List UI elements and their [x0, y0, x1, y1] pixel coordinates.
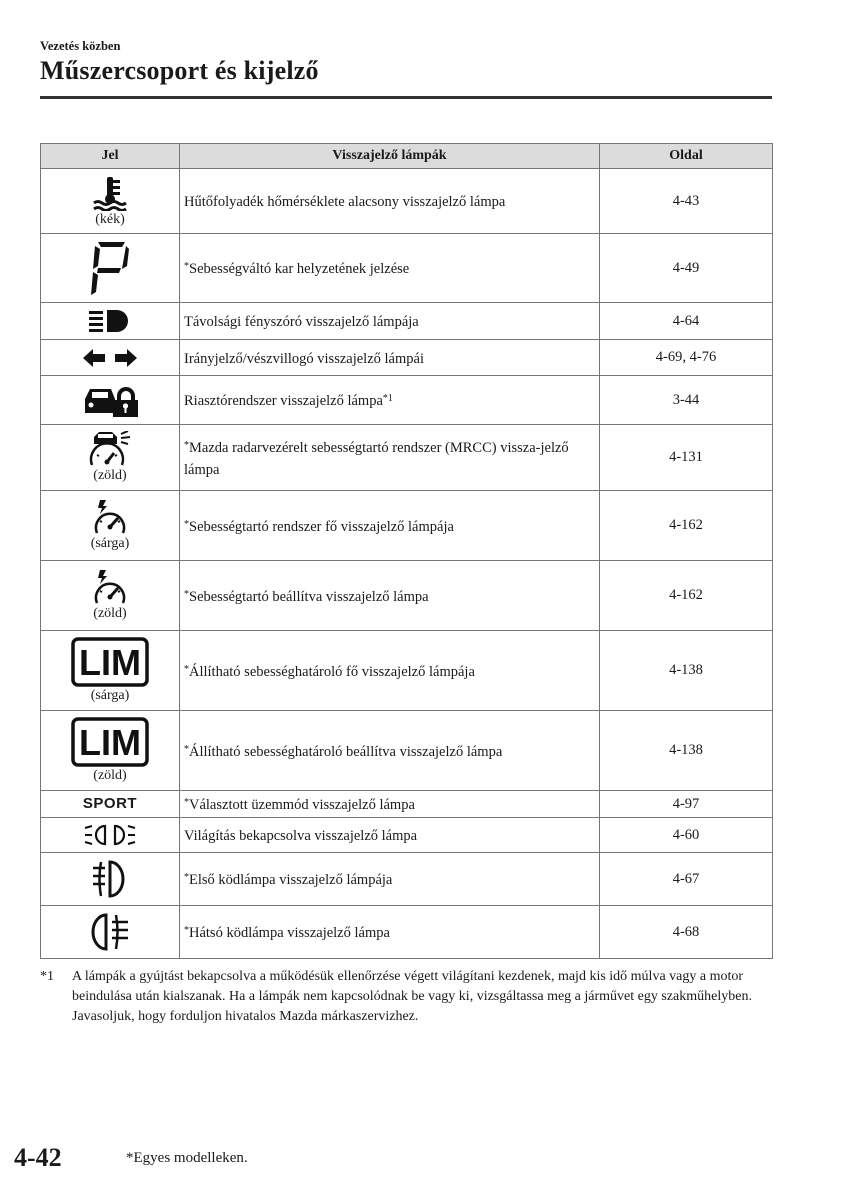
table-row: LIM (sárga) *Állítható sebességhatároló fő visszajelző lámpája 4-138: [41, 631, 773, 711]
page-reference: 4-97: [600, 791, 773, 818]
sport-text-icon: SPORT: [82, 795, 138, 812]
lamp-description: Hűtőfolyadék hőmérséklete alacsony visszajelző lámpa: [184, 194, 506, 210]
table-row: [41, 303, 773, 340]
column-header-page: Oldal: [600, 144, 773, 169]
table-row: Riasztórendszer visszajelző lámpa$^{*1}$ 3-44: [41, 376, 773, 425]
lamp-color-label: (zöld): [93, 768, 127, 783]
table-row: (zöld) *Sebességtartó beállítva visszajelző lámpa 4-162: [41, 561, 773, 631]
lim-icon: [71, 637, 149, 687]
security-alarm-icon: [81, 381, 139, 419]
front-fog-icon: [90, 859, 130, 899]
page-reference: 4-60: [600, 818, 773, 853]
section-label: Vezetés közben: [40, 39, 121, 53]
table-row: *Első ködlámpa visszajelző lámpája 4-67: [41, 853, 773, 906]
footnote-mark: *1: [40, 969, 54, 984]
page-reference: 4-162: [600, 561, 773, 631]
column-header-symbol: Jel: [41, 144, 180, 169]
lamp-description: Hátsó ködlámpa visszajelző lámpa: [189, 925, 390, 941]
table-row: SPORT *Választott üzemmód visszajelző lámpa 4-97: [41, 791, 773, 818]
turn-signal-arrows-icon: [82, 347, 138, 369]
table-row: [41, 340, 773, 376]
table-row: *Sebességváltó kar helyzetének jelzése 4-49: [41, 234, 773, 303]
lamp-color-label: (zöld): [93, 606, 127, 621]
table-header-row: [41, 144, 773, 169]
lamp-color-label: (zöld): [93, 468, 127, 483]
footnote: [40, 967, 780, 1027]
indicator-lamp-table: [40, 143, 773, 959]
table-row: [41, 818, 773, 853]
table-row: [41, 169, 773, 234]
lamp-color-label: (sárga): [90, 688, 130, 703]
lamp-description: Mazda radarvezérelt sebességtartó rendszer (MRCC) vissza-jelző lámpa: [184, 439, 569, 478]
lamp-color-label: (sárga): [90, 536, 130, 551]
lamp-description: Sebességváltó kar helyzetének jelzése: [189, 261, 410, 277]
svg-text:LIM: LIM: [79, 642, 141, 683]
page-reference: 4-69, 4-76: [600, 340, 773, 376]
page-reference: 4-138: [600, 631, 773, 711]
page-title: Műszercsoport és kijelző: [40, 56, 319, 85]
page-reference: 4-64: [600, 303, 773, 340]
table-row: (sárga) *Sebességtartó rendszer fő visszajelző lámpája 4-162: [41, 491, 773, 561]
page-reference: 4-131: [600, 425, 773, 491]
table-row: LIM (zöld) *Állítható sebességhatároló beállítva visszajelző lámpa 4-138: [41, 711, 773, 791]
page-reference: 3-44: [600, 376, 773, 425]
page-reference: 4-49: [600, 234, 773, 303]
lamp-description: Választott üzemmód visszajelző lámpa: [189, 797, 415, 813]
page-number: 4-42: [14, 1143, 62, 1172]
lamp-description: Távolsági fényszóró visszajelző lámpája: [184, 314, 419, 330]
lim-set-icon: [71, 717, 149, 767]
page-reference: 4-43: [600, 169, 773, 234]
column-header-lamps: Visszajelző lámpák: [180, 144, 600, 169]
rear-fog-icon: [88, 912, 132, 952]
radar-cruise-icon: [86, 431, 134, 467]
cruise-control-icon: [90, 499, 130, 535]
page-reference: 4-67: [600, 853, 773, 906]
title-divider: [40, 96, 772, 99]
footnote-text: A lámpák a gyújtást bekapcsolva a működésük ellenőrzése végett világítani kezdenek, majd kis idő múlva vagy a motor beindulása után kialszanak. Ha a lámpák nem kapcsolódnak be vagy ki, vizsgáltassa meg a járművet egy szakműhelyben. Javasoljuk, hogy forduljon hivatalos Mazda márkaszervizhez.: [72, 969, 752, 1024]
lamp-description: Irányjelző/vészvillogó visszajelző lámpái: [184, 350, 424, 367]
lamp-description: Állítható sebességhatároló beállítva visszajelző lámpa: [189, 743, 503, 760]
lamp-description: Riasztórendszer visszajelző lámpa: [184, 393, 383, 409]
lamp-description: Sebességtartó rendszer fő visszajelző lámpája: [189, 518, 454, 535]
cruise-set-icon: [90, 569, 130, 605]
coolant-temperature-icon: [90, 175, 130, 211]
model-availability-note: *Egyes modelleken.: [126, 1150, 248, 1166]
high-beam-icon: [87, 308, 133, 334]
shift-position-p-icon: [89, 239, 131, 297]
lamp-description: Állítható sebességhatároló fő visszajelző lámpája: [189, 663, 475, 680]
lights-on-icon: [83, 823, 137, 847]
svg-text:LIM: LIM: [79, 722, 141, 763]
table-row: (zöld) *Mazda radarvezérelt sebességtartó rendszer (MRCC) vissza-jelző lámpa 4-131: [41, 425, 773, 491]
lamp-color-label: (kék): [95, 211, 125, 227]
lamp-description: Első ködlámpa visszajelző lámpája: [189, 872, 393, 888]
page-reference: 4-138: [600, 711, 773, 791]
lamp-description: Világítás bekapcsolva visszajelző lámpa: [184, 828, 418, 844]
lamp-description: Sebességtartó beállítva visszajelző lámpa: [189, 588, 429, 605]
table-row: *Hátsó ködlámpa visszajelző lámpa 4-68: [41, 906, 773, 959]
page-reference: 4-68: [600, 906, 773, 959]
page-reference: 4-162: [600, 491, 773, 561]
